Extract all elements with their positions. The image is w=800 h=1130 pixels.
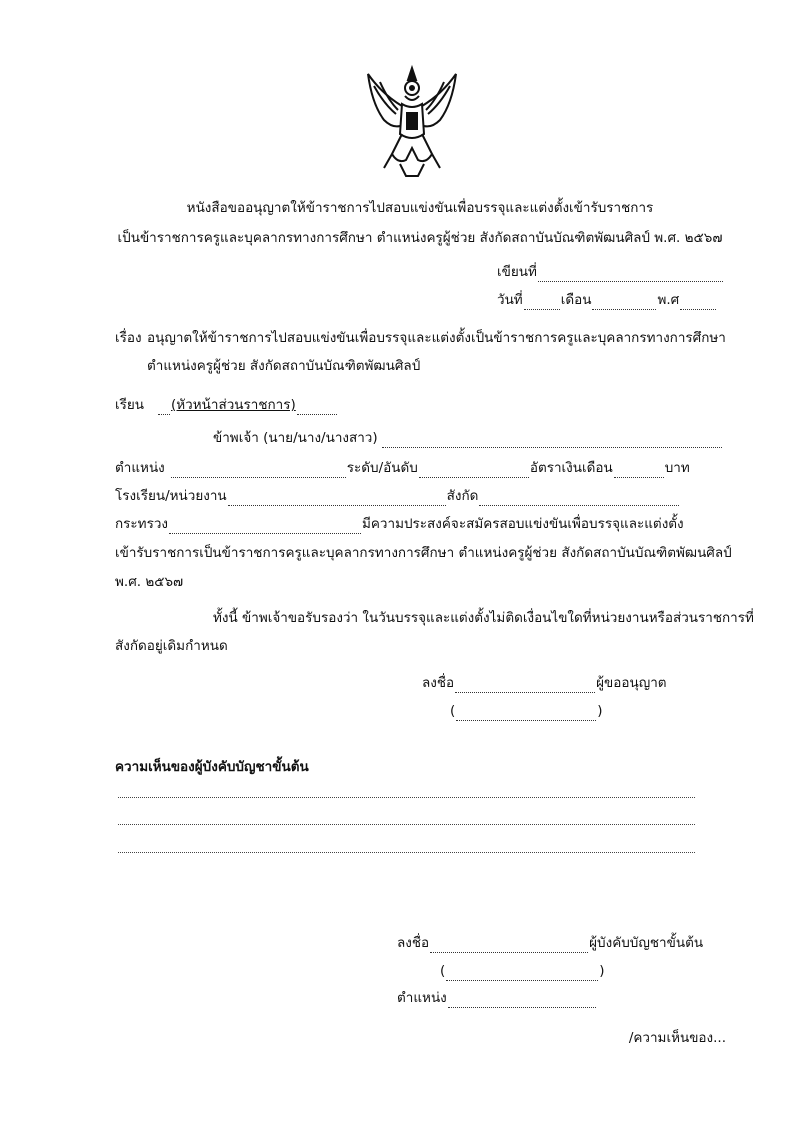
intent-line-2: [115, 543, 732, 563]
paren: ): [597, 703, 603, 719]
sign-label: ลงชื่อ: [422, 675, 455, 691]
comment-line[interactable]: [118, 824, 695, 825]
applicant-signature: [422, 673, 667, 693]
supervisor-name: [440, 961, 605, 981]
position-label: ตำแหน่ง: [115, 460, 165, 476]
intent-text: พ.ศ. ๒๕๖๗: [115, 574, 184, 590]
signature-input[interactable]: [455, 678, 595, 693]
role-label: ผู้ขออนุญาต: [596, 675, 667, 691]
supervisor-signature: [397, 933, 703, 953]
certify-line-1: [213, 608, 754, 628]
dots: [158, 400, 170, 415]
ministry-row: [115, 514, 684, 534]
supervisor-position-input[interactable]: [448, 993, 596, 1008]
date-input[interactable]: [524, 295, 560, 310]
ministry-input[interactable]: [169, 519, 361, 534]
subject-text: อนุญาตให้ข้าราชการไปสอบแข่งขันเพื่อบรรจุและแต่งตั้งเป็นข้าราชการครูและบุคลากรทางการศึกษา: [147, 330, 726, 346]
position-row: [115, 458, 690, 478]
written-at-input[interactable]: [538, 267, 723, 282]
title-text: เป็นข้าราชการครูและบุคลากรทางการศึกษา ตำแหน่งครูผู้ช่วย สังกัดสถาบันบัณฑิตพัฒนศิลป์ พ.ศ. ๒๕๖๗: [117, 230, 723, 246]
addressee-value: (หัวหน้าส่วนราชการ): [171, 397, 296, 413]
paren: ): [599, 963, 605, 979]
intent-text: เข้ารับราชการเป็นข้าราชการครูและบุคลากรทางการศึกษา ตำแหน่งครูผู้ช่วย สังกัดสถาบันบัณฑิตพัฒนศิลป์: [115, 545, 732, 561]
certify-text: ทั้งนี้ ข้าพเจ้าขอรับรองว่า ในวันบรรจุและแต่งตั้งไม่ติดเงื่อนไขใดที่หน่วยงานหรือส่วนราชการที่: [213, 610, 754, 626]
written-at-field: [497, 262, 724, 282]
signature-input[interactable]: [430, 938, 588, 953]
paren: (: [450, 703, 456, 719]
date-field: [497, 290, 717, 310]
affiliation-input[interactable]: [479, 491, 679, 506]
heading-text: ความเห็นของผู้บังคับบัญชาขั้นต้น: [115, 759, 309, 775]
subject-line-2: [147, 356, 420, 376]
garuda-emblem: [362, 64, 462, 180]
certify-text: สังกัดอยู่เดิมกำหนด: [115, 638, 228, 654]
comment-line[interactable]: [118, 797, 695, 798]
applicant-name: [450, 701, 603, 721]
salary-label: อัตราเงินเดือน: [529, 460, 613, 476]
continued-text: /ความเห็นของ...: [628, 1030, 726, 1046]
written-at-label: เขียนที่: [497, 264, 537, 280]
school-input[interactable]: [228, 491, 446, 506]
month-label: เดือน: [560, 292, 592, 308]
title-text: หนังสือขออนุญาตให้ข้าราชการไปสอบแข่งขันเพื่อบรรจุและแต่งตั้งเข้ารับราชการ: [186, 200, 654, 216]
subject: [115, 328, 726, 348]
supervisor-heading: [115, 757, 309, 777]
salary-input[interactable]: [614, 463, 664, 478]
supervisor-position: [397, 988, 597, 1008]
name-input[interactable]: [382, 433, 722, 448]
year-label: พ.ศ: [657, 292, 680, 308]
school-row: [115, 486, 680, 506]
date-label: วันที่: [497, 292, 523, 308]
title-line-1: [0, 198, 800, 218]
paren: (: [440, 963, 446, 979]
title-line-2: [0, 228, 800, 248]
ministry-label: กระทรวง: [115, 516, 168, 532]
intent-text: มีความประสงค์จะสมัครสอบแข่งขันเพื่อบรรจุและแต่งตั้ง: [362, 516, 684, 532]
dots: [297, 400, 337, 415]
intent-line-3: [115, 572, 183, 592]
supervisor-name-input[interactable]: [446, 966, 598, 981]
level-input[interactable]: [419, 463, 529, 478]
subject-label: เรื่อง: [115, 330, 142, 346]
name-label: ข้าพเจ้า (นาย/นาง/นางสาว): [213, 430, 378, 446]
position-label: ตำแหน่ง: [397, 990, 447, 1006]
certify-line-2: [115, 636, 228, 656]
subject-text: ตำแหน่งครูผู้ช่วย สังกัดสถาบันบัณฑิตพัฒนศิลป์: [147, 358, 421, 374]
affiliation-label: สังกัด: [446, 488, 479, 504]
school-label: โรงเรียน/หน่วยงาน: [115, 488, 227, 504]
role-label: ผู้บังคับบัญชาขั้นต้น: [589, 935, 704, 951]
continued-note: [629, 1028, 726, 1048]
position-input[interactable]: [171, 463, 346, 478]
addressee-label: เรียน: [115, 397, 145, 413]
baht-label: บาท: [664, 460, 690, 476]
addressee: [115, 395, 338, 415]
month-input[interactable]: [592, 295, 656, 310]
comment-line[interactable]: [118, 852, 695, 853]
sign-label: ลงชื่อ: [397, 935, 430, 951]
name-field: [213, 428, 723, 448]
applicant-name-input[interactable]: [456, 706, 596, 721]
year-input[interactable]: [680, 295, 716, 310]
level-label: ระดับ/อันดับ: [346, 460, 418, 476]
